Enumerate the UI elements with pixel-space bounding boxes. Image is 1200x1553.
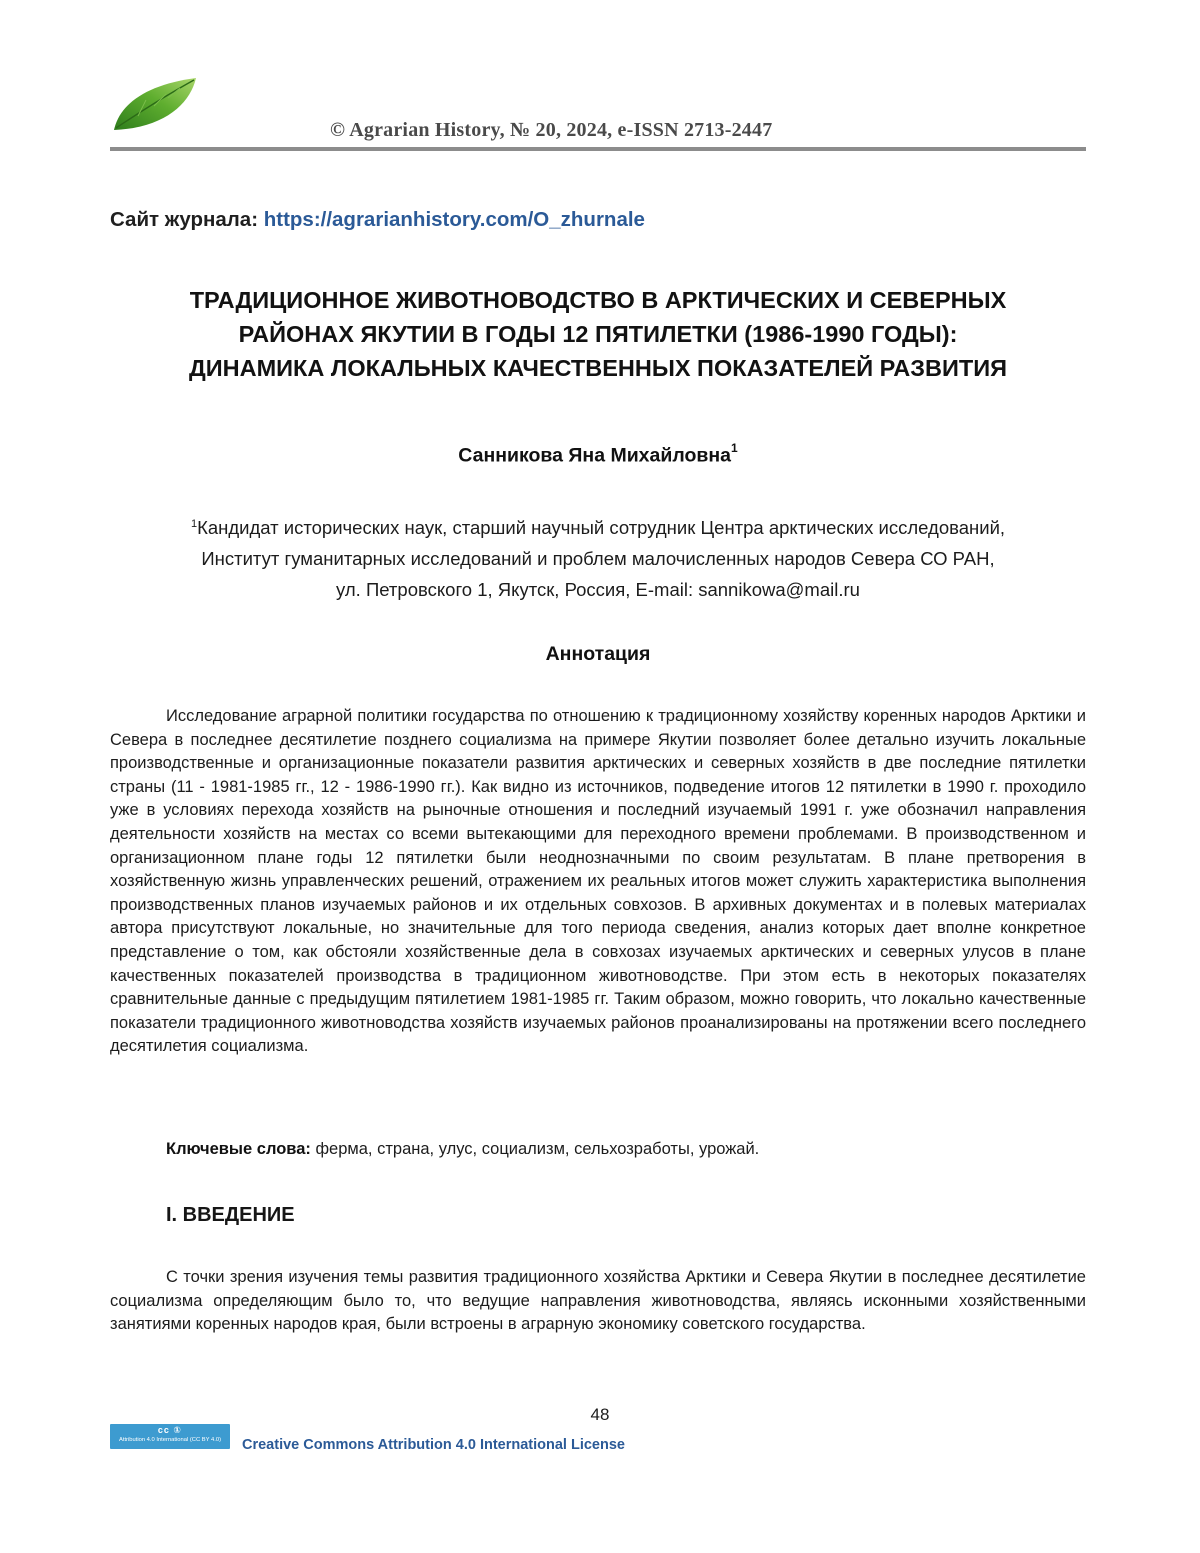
title-line-3: ДИНАМИКА ЛОКАЛЬНЫХ КАЧЕСТВЕННЫХ ПОКАЗАТЕЛЕЙ РАЗВИТИЯ bbox=[189, 355, 1007, 381]
author-name bbox=[110, 443, 1086, 468]
cc-license-badge[interactable] bbox=[110, 1424, 230, 1449]
site-link[interactable]: https://agrarianhistory.com/O_zhurnale bbox=[263, 208, 645, 231]
cc-badge-text: Attribution 4.0 International (CC BY 4.0) bbox=[118, 1437, 222, 1443]
keywords-label: Ключевые слова: bbox=[166, 1140, 311, 1158]
leaf-icon bbox=[110, 76, 200, 134]
affiliation-line-3: ул. Петровского 1, Якутск, Россия, E-mail: sannikowa@mail.ru bbox=[336, 579, 860, 601]
paper-title bbox=[110, 283, 1086, 385]
journal-site-line bbox=[110, 208, 645, 232]
author-affiliation-mark: 1 bbox=[731, 441, 738, 455]
author-affiliation bbox=[110, 509, 1086, 605]
title-line-1: ТРАДИЦИОННОЕ ЖИВОТНОВОДСТВО В АРКТИЧЕСКИХ И СЕВЕРНЫХ bbox=[189, 287, 1007, 313]
site-label: Сайт журнала: bbox=[110, 208, 259, 231]
affiliation-mark: 1 bbox=[190, 518, 198, 530]
affiliation-line-1-text: Кандидат исторических наук, старший научный сотрудник Центра арктических исследований, bbox=[197, 517, 1006, 539]
license-link[interactable]: Creative Commons Attribution 4.0 International License bbox=[242, 1437, 625, 1453]
keywords-text: ферма, страна, улус, социализм, сельхозработы, урожай. bbox=[310, 1140, 760, 1158]
journal-header: © Agrarian History, № 20, 2024, e-ISSN 2713-2447 bbox=[330, 119, 773, 141]
abstract-heading: Аннотация bbox=[545, 643, 651, 665]
affiliation-line-2: Институт гуманитарных исследований и проблем малочисленных народов Севера СО РАН, bbox=[201, 548, 995, 570]
cc-by-icon: cc ① bbox=[157, 1425, 183, 1435]
section-heading-introduction: I. ВВЕДЕНИЕ bbox=[166, 1204, 295, 1226]
header-divider bbox=[110, 147, 1086, 151]
keywords bbox=[166, 1138, 1086, 1161]
author-text: Санникова Яна Михайловна bbox=[458, 444, 732, 467]
page-number: 48 bbox=[590, 1405, 610, 1424]
title-line-2: РАЙОНАХ ЯКУТИИ В ГОДЫ 12 ПЯТИЛЕТКИ (1986-1990 ГОДЫ): bbox=[238, 321, 958, 347]
affiliation-line-1 bbox=[110, 509, 1086, 543]
introduction-paragraph: С точки зрения изучения темы развития традиционного хозяйства Арктики и Севера Якутии в последнее десятилетие социализма определяющим было то, что ведущие направления животноводства, являясь исконными хозяйственными занятиями коренных народов края, были встроены в аграрную экономику советского государства. bbox=[110, 1268, 1086, 1334]
abstract-text: Исследование аграрной политики государства по отношению к традиционному хозяйству коренных народов Арктики и Севера в последнее десятилетие позднего социализма на примере Якутии позволяет более детально изучить локальные производственные и организационные показатели развития арктических и северных хозяйств в две последние пятилетки страны (11 - 1981-1985 гг., 12 - 1986-1990 гг.). Как видно из источников, подведение итогов 12 пятилетки в 1990 г. проходило уже в условиях перехода хозяйств на рыночные отношения и последний изучаемый 1991 г. уже обозначил направления деятельности хозяйств на местах со всеми вытекающими для переходного времени проблемами. В производственном и организационном плане годы 12 пятилетки были неоднозначными по своим результатам. В плане претворения в хозяйственную жизнь управленческих решений, отражением их реальных итогов может служить характеристика выполнения производственных планов изучаемых районов и их отдельных совхозов. В архивных документах и в полевых материалах автора присутствуют локальные, но значительные для того периода сведения, анализ которых дает вполне конкретное представление о том, как обстояли хозяйственные дела в совхозах изучаемых арктических и северных улусов в плане качественных показателей производства в традиционном животноводстве. При этом есть в некоторых показателях сравнительные данные с предыдущим пятилетием 1981-1985 гг. Таким образом, можно говорить, что локально качественные показатели традиционного животноводства хозяйств изучаемых районов проанализированы на протяжении всего последнего десятилетия социализма. bbox=[110, 707, 1086, 1056]
